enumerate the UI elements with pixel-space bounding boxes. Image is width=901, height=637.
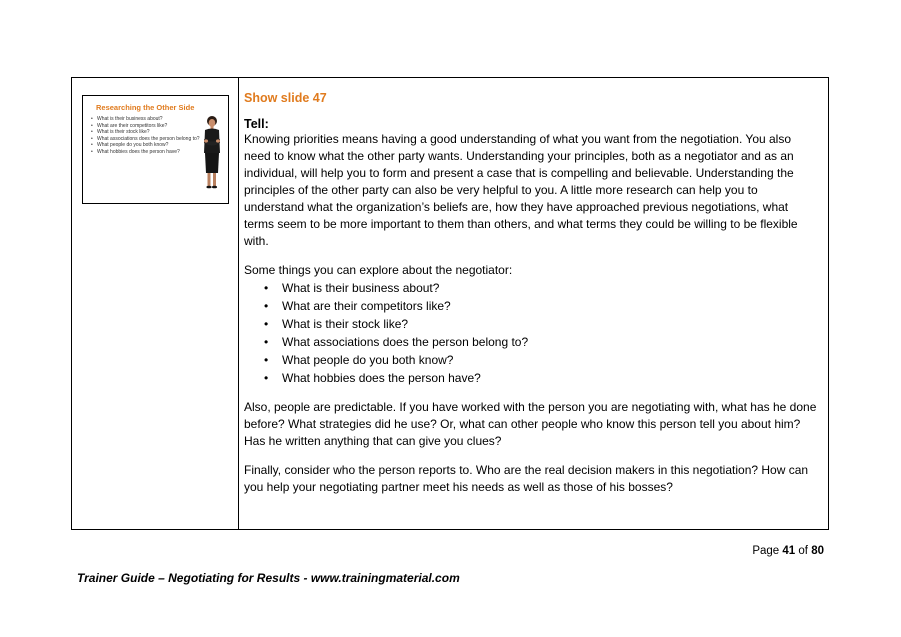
slide-thumbnail [82, 95, 229, 204]
slide-bullet: • What is their stock like? [91, 129, 201, 136]
slide-bullet: • What hobbies does the person have? [91, 149, 201, 156]
list-item: • What people do you both know? [282, 351, 819, 369]
slide-title: Researching the Other Side [96, 103, 195, 112]
businesswoman-illustration [198, 115, 224, 191]
page-current: 41 [782, 545, 796, 557]
page-number [752, 545, 824, 557]
paragraph-decision-makers: Finally, consider who the person reports to. Who are the real decision makers in this negotiation? How can you help your negotiating partner meet his needs as well as those of his bosses? [244, 463, 809, 494]
page-of: of [798, 545, 808, 557]
list-item: • What hobbies does the person have? [282, 369, 819, 387]
page-total: 80 [811, 545, 824, 557]
tell-label: Tell: [244, 117, 269, 131]
column-divider [238, 78, 239, 529]
list-item: • What is their stock like? [282, 315, 819, 333]
list-item: • What is their business about? [282, 279, 819, 297]
slide-bullet: • What are their competitors like? [91, 123, 201, 130]
slide-bullet: • What people do you both know? [91, 142, 201, 149]
page-label: Page [752, 545, 780, 557]
list-item: • What associations does the person belong to? [282, 333, 819, 351]
paragraph-priorities: Knowing priorities means having a good understanding of what you want from the negotiation. You also need to know what the other party wants. Understanding your principles, both as a negotiator and as an individual, will help you to form and present a case that is compelling and believable. Understanding the principles of the other party can also be very helpful to you. A little more research can help you to understand what the organization’s beliefs are, how they have approached previous negotiations, what terms seem to be more important to them than others, and what terms they could be willing to be flexible with. [244, 132, 798, 248]
document-footer: Trainer Guide – Negotiating for Results - www.trainingmaterial.com [77, 571, 460, 585]
list-item: • What are their competitors like? [282, 297, 819, 315]
list-intro: Some things you can explore about the negotiator: [244, 263, 513, 277]
content-table [71, 77, 829, 530]
slide-bullet: • What is their business about? [91, 116, 201, 123]
negotiator-questions-list [244, 279, 819, 387]
slide-bullet-list [91, 116, 201, 156]
show-slide-heading: Show slide 47 [244, 91, 327, 105]
slide-bullet: • What associations does the person belong to? [91, 136, 201, 143]
paragraph-predictable: Also, people are predictable. If you have worked with the person you are negotiating with, what has he done before? What strategies did he use? Or, what can other people who know this person tell you about him? Has he written anything that can give you clues? [244, 400, 817, 448]
trainer-notes [244, 90, 819, 496]
